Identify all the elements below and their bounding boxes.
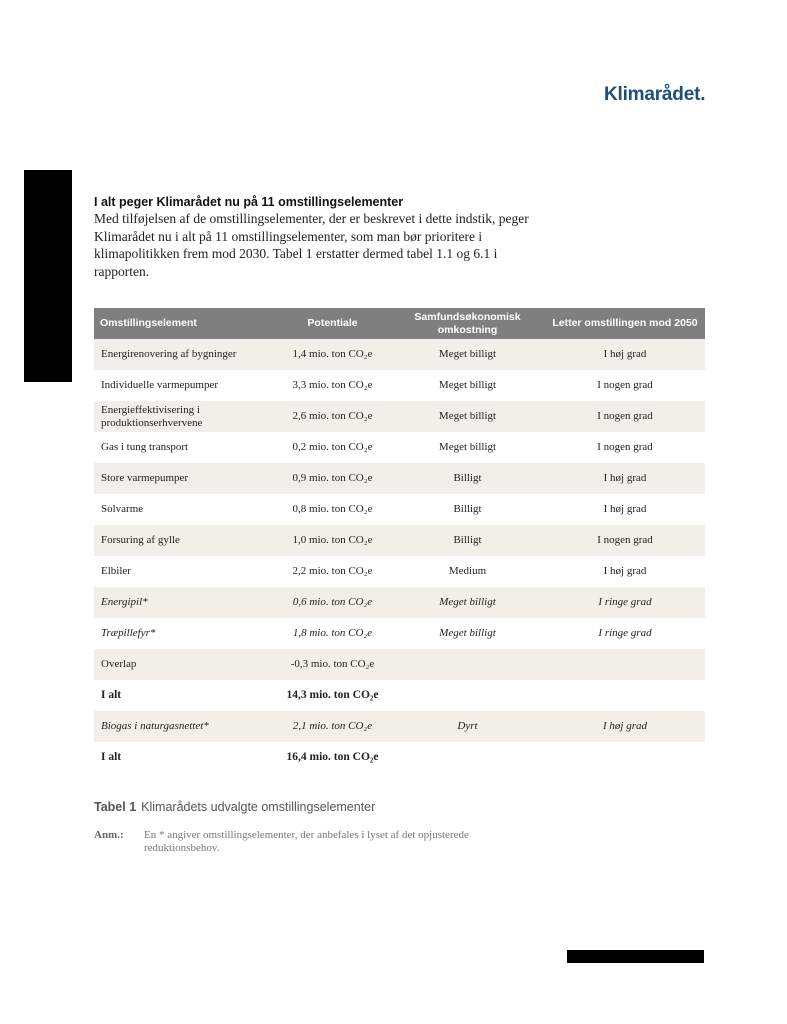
intro-paragraph: Med tilføjelsen af de omstillingselementer, der er beskrevet i dette indstik, peger Klimarådet nu i alt på 11 omstillingselementer, som man bør prioritere i klimapolitikken frem mod 2030. Tabel 1 erstatter dermed tabel 1.1 og 6.1 i rapporten. [94,211,529,279]
caption-text: Klimarådets udvalgte omstillingselementer [141,800,376,814]
table-cell: Energieffektivisering i produktionserhvervene [94,401,275,432]
table-cell: Billigt [390,463,545,494]
side-redaction-bar [24,170,72,382]
table-row [94,339,705,370]
table-cell: I høj grad [545,463,705,494]
table-cell: I nogen grad [597,441,653,454]
header-potentiale: Potentiale [275,308,390,339]
table-row [94,618,705,649]
table-cell: I høj grad [545,339,705,370]
table-cell: Gas i tung transport [101,441,189,454]
table-row [94,649,705,680]
klimaraadet-logo: Klimarådet. [604,84,706,105]
table-cell: I høj grad [603,503,647,516]
table-cell: 2,1 mio. ton CO₂e [275,711,390,742]
table-cell: 1,8 mio. ton CO₂e [292,627,373,640]
table-row [94,587,705,618]
table-cell: Meget billigt [390,401,545,432]
table-cell [390,680,545,711]
table-cell: Meget billigt [390,587,545,618]
table-cell: Medium [448,565,487,578]
table-cell: I nogen grad [545,525,705,556]
table-cell: Individuelle varmepumper [101,379,218,392]
table-cell: Overlap [94,649,275,680]
table-cell: I nogen grad [597,379,653,392]
table-cell: Elbiler [101,565,131,578]
table-cell: 2,2 mio. ton CO₂e [292,565,373,578]
table-cell: I alt [101,689,122,702]
table-cell [545,680,705,711]
table-cell: I høj grad [545,711,705,742]
table-row [94,680,705,711]
table-cell: I alt [101,751,122,764]
table-cell: 0,6 mio. ton CO₂e [275,587,390,618]
note-text: En * angiver omstillingselementer, der anbefales i lyset af det opjusterede reduktionsbehov. [144,829,469,854]
table-cell: 14,3 mio. ton CO₂e [286,689,379,702]
table-cell [545,649,705,680]
table-caption [94,800,375,814]
table-row [94,432,705,463]
table-header-row [94,308,705,339]
caption-label: Tabel 1 [94,800,137,814]
table-cell: Forsuring af gylle [94,525,275,556]
omstillingselementer-table [94,308,705,773]
table-row [94,463,705,494]
table-cell: Meget billigt [439,627,496,640]
table-row [94,401,705,432]
table-cell: Solvarme [101,503,144,516]
table-cell: Billigt [390,525,545,556]
table-cell: Biogas i naturgasnettet* [94,711,275,742]
table-cell: Billigt [453,503,482,516]
table-cell: Dyrt [390,711,545,742]
table-row [94,711,705,742]
table-cell: 1,4 mio. ton CO₂e [275,339,390,370]
table-row [94,370,705,401]
table-cell: 1,0 mio. ton CO₂e [275,525,390,556]
table-cell: 0,2 mio. ton CO₂e [292,441,373,454]
table-row [94,525,705,556]
table-cell: 2,6 mio. ton CO₂e [275,401,390,432]
table-row [94,742,705,773]
section-heading: I alt peger Klimarådet nu på 11 omstillingselementer [94,195,404,209]
table-cell: 0,8 mio. ton CO₂e [292,503,373,516]
table-cell: -0,3 mio. ton CO₂e [275,649,390,680]
table-cell: Meget billigt [438,441,497,454]
table-cell: Store varmepumper [94,463,275,494]
header-omstillingselement: Omstillingselement [94,308,275,339]
table-row [94,556,705,587]
header-omkostning: Samfundsøkonomisk omkostning [390,308,545,339]
table-cell: 16,4 mio. ton CO₂e [286,751,379,764]
table-cell: 0,9 mio. ton CO₂e [275,463,390,494]
table-cell: Energipil* [94,587,275,618]
table-cell: 3,3 mio. ton CO₂e [292,379,373,392]
table-cell: I ringe grad [598,627,652,640]
table-cell [545,742,705,773]
table-cell [390,742,545,773]
table-cell: I ringe grad [545,587,705,618]
table-cell: Meget billigt [438,379,497,392]
table-cell: I nogen grad [545,401,705,432]
table-cell: Træpillefyr* [101,627,156,640]
table-row [94,494,705,525]
table-cell: Energirenovering af bygninger [94,339,275,370]
bottom-redaction-bar [567,950,704,963]
table-cell: Meget billigt [390,339,545,370]
table-cell [390,649,545,680]
note-label: Anm.: [94,829,124,841]
table-cell: I høj grad [603,565,647,578]
header-letter-omstillingen: Letter omstillingen mod 2050 [545,308,705,339]
